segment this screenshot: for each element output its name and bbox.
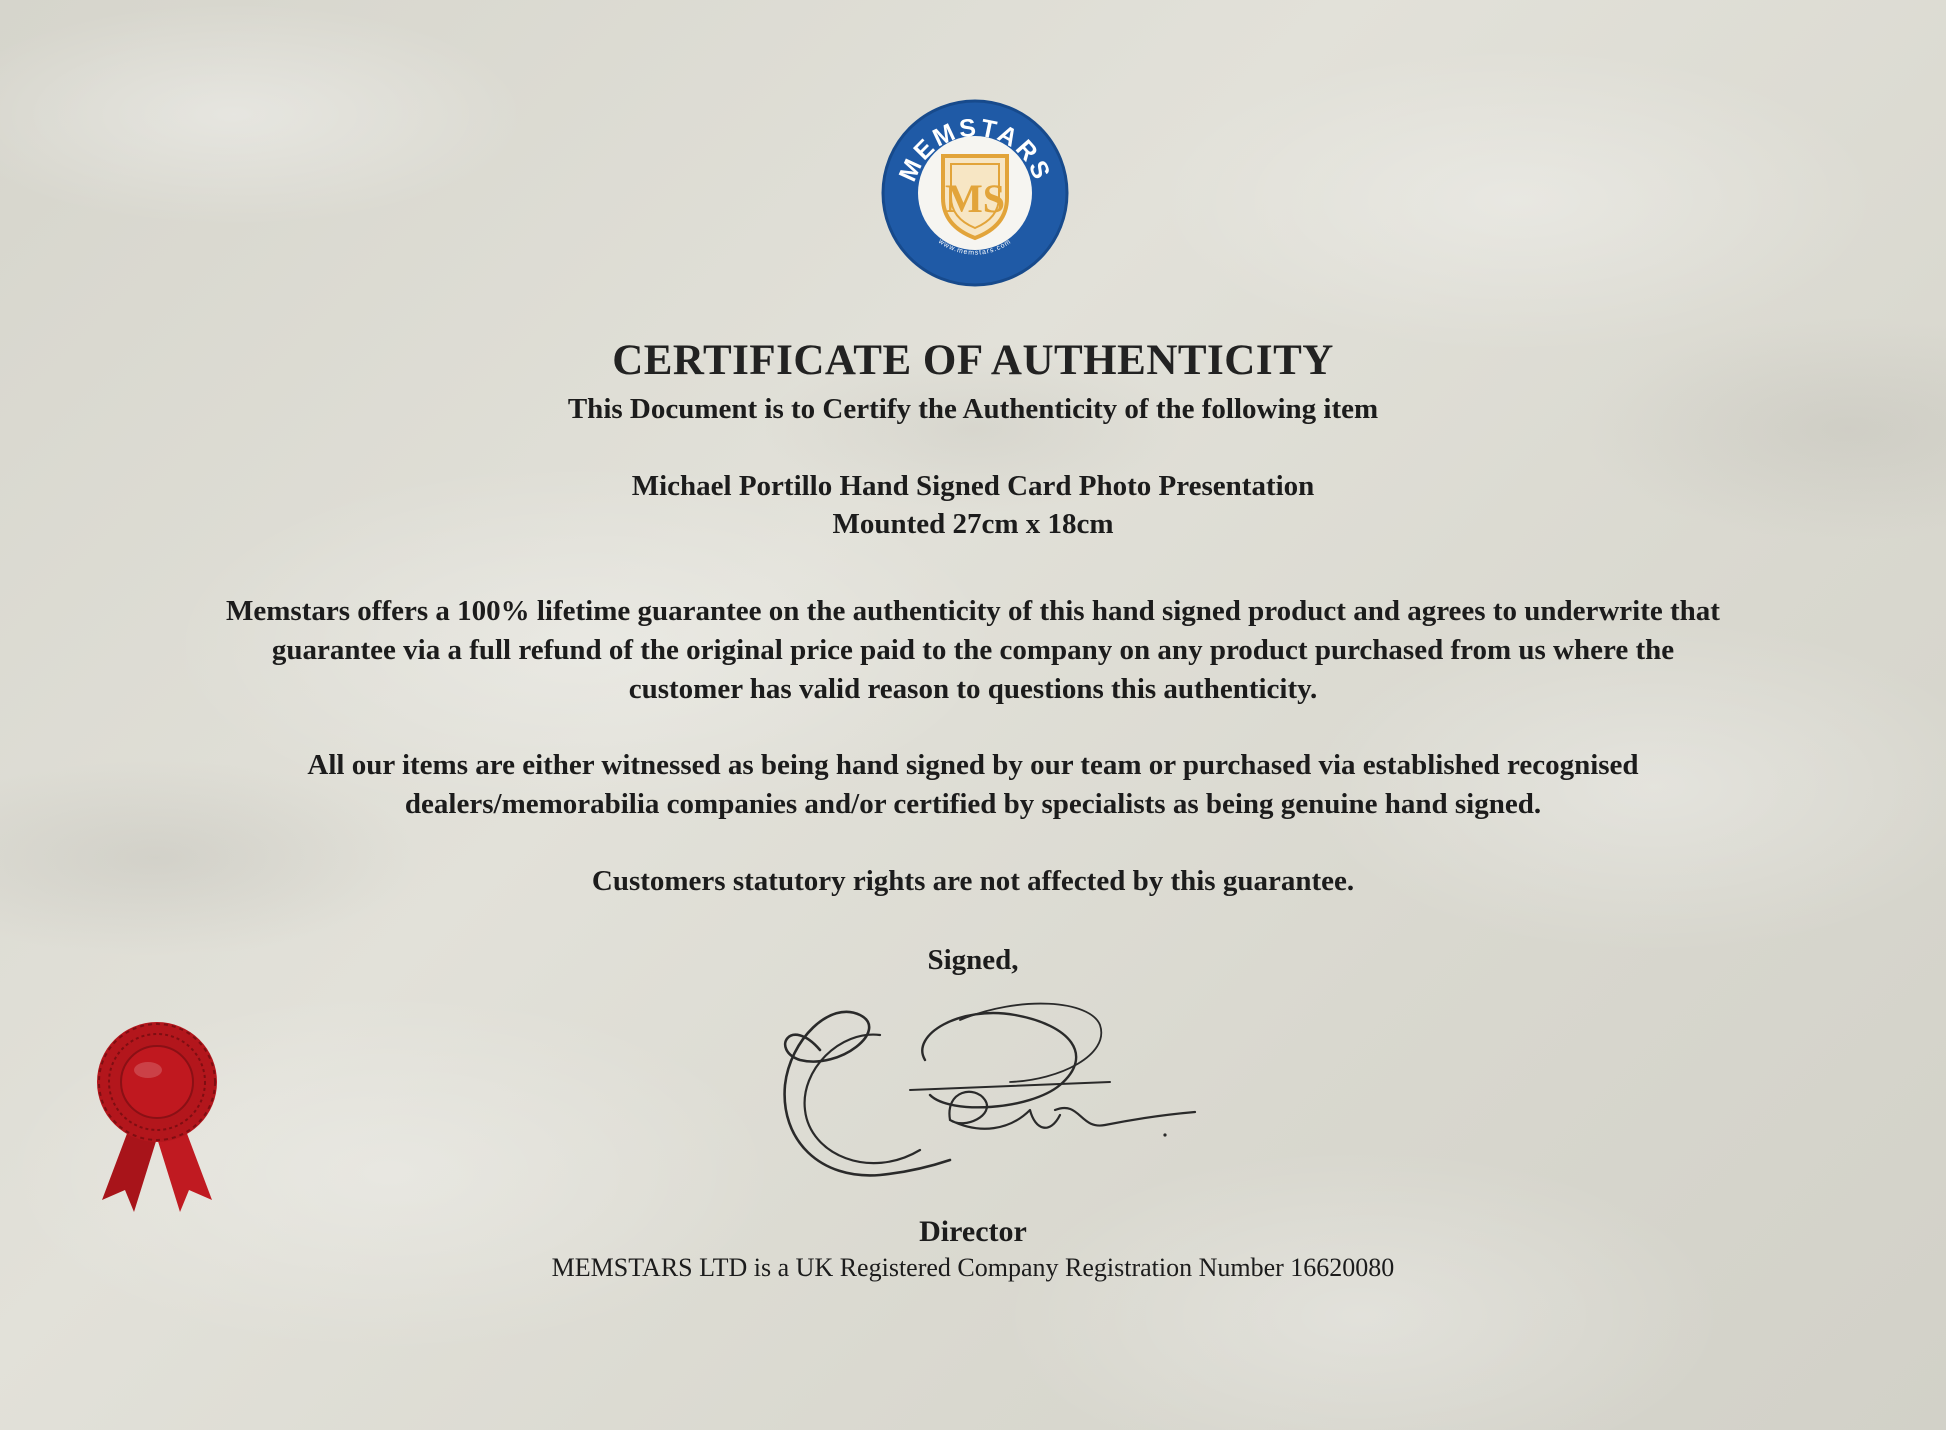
guarantee-line: customer has valid reason to questions this authenticity. (628, 673, 1318, 705)
memstars-logo (875, 98, 1075, 288)
signatory-title: Director (919, 1215, 1027, 1248)
logo-crest-icon (943, 156, 1007, 238)
certificate-subtitle: This Document is to Certify the Authenticity of the following item (567, 393, 1379, 425)
red-rosette-icon (92, 1022, 222, 1212)
guarantee-line: Memstars offers a 100% lifetime guarantee on the authenticity of this hand signed product and agrees to underwrite that (226, 595, 1720, 627)
item-size: Mounted 27cm x 18cm (832, 508, 1114, 540)
certificate-title: CERTIFICATE OF AUTHENTICITY (612, 337, 1334, 384)
signed-label: Signed, (927, 944, 1019, 976)
director-signature (760, 990, 1200, 1215)
guarantee-paragraph (0, 592, 1946, 709)
item-name: Michael Portillo Hand Signed Card Photo Presentation (631, 470, 1315, 502)
guarantee-line: guarantee via a full refund of the original price paid to the company on any product purchased from us where the (271, 634, 1675, 666)
witness-line: All our items are either witnessed as being hand signed by our team or purchased via established recognised (307, 749, 1639, 781)
witness-paragraph (0, 746, 1946, 824)
witness-line: dealers/memorabilia companies and/or certified by specialists as being genuine hand signed. (404, 788, 1542, 820)
company-registration: MEMSTARS LTD is a UK Registered Company Registration Number 16620080 (551, 1253, 1395, 1282)
logo-url-text: www.memstars.com (937, 238, 1013, 257)
logo-monogram: MS (945, 176, 1005, 221)
logo-ring-text: MEMSTARS (893, 113, 1057, 186)
statutory-rights-text: Customers statutory rights are not affected by this guarantee. (591, 865, 1355, 897)
